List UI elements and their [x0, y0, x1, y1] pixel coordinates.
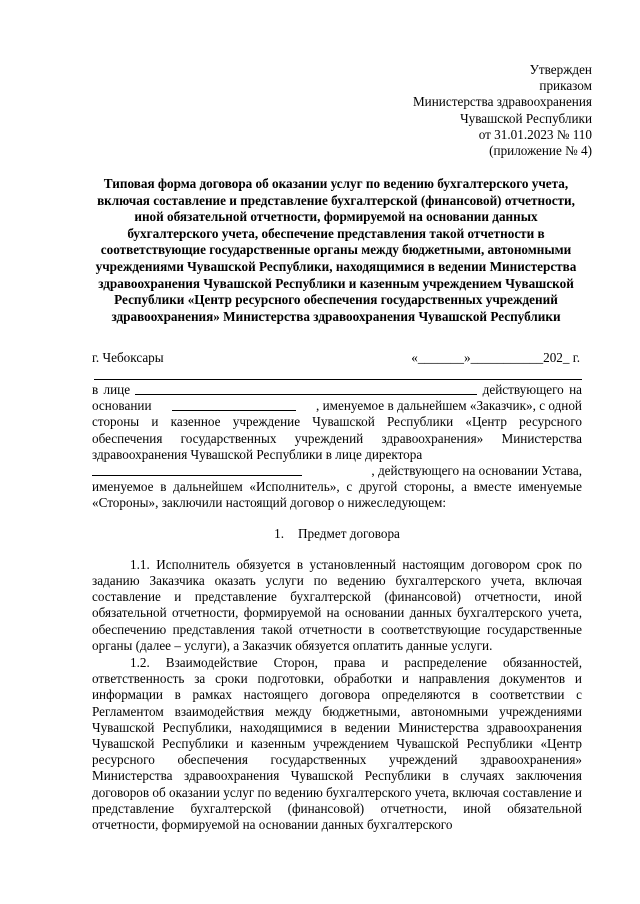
- place-date-line: [92, 350, 580, 366]
- approval-line: Утвержден: [529, 62, 592, 77]
- section-title: Предмет договора: [297, 525, 400, 541]
- intro-word: лице: [103, 382, 131, 397]
- approval-line: Министерства здравоохранения: [412, 94, 592, 110]
- approval-line: (приложение № 4): [489, 143, 592, 159]
- document-body: [92, 382, 582, 833]
- director-blank-line: [92, 463, 302, 476]
- intro-text: , действующего на основании Устава,: [371, 463, 582, 479]
- intro-text: , именуемое в дальнейшем «Заказчик», с одной: [316, 398, 582, 414]
- section-heading: [92, 526, 582, 542]
- basis-blank-line: [172, 398, 296, 411]
- intro-word: на: [569, 382, 582, 397]
- intro-row: [92, 398, 582, 414]
- intro-word: основании: [92, 398, 152, 414]
- intro-paragraph: [92, 382, 582, 512]
- date-blank: «_______»___________202_ г.: [411, 350, 580, 365]
- city-label: г. Чебоксары: [92, 350, 164, 365]
- section-number: 1.: [274, 525, 284, 541]
- approval-line: Чувашской Республики: [460, 110, 592, 126]
- intro-text: именуемое в дальнейшем «Исполнитель», с другой стороны, а вместе именуемые «Стороны», заключили настоящий договор о нижеследующем:: [92, 479, 582, 511]
- document-title: Типовая форма договора об оказании услуг по ведению бухгалтерского учета, включая составление и представление бухгалтерской (финансовой) отчетности, иной обязательной отчетности, формируемой на основании данных бухгалтерского учета, обеспечение представления такой отчетности в соответствующие государственные органы между бюджетными, автономными учреждениями Чувашской Республики, находящимися в ведении Министерства здравоохранения Чувашской Республики и казенным учреждением Чувашской Республики «Центр ресурсного обеспечения государственных учреждений здравоохранения» Министерства здравоохранения Чувашской Республики: [95, 176, 577, 324]
- intro-text: стороны и казенное учреждение Чувашской Республики «Центр ресурсного обеспечения государственных учреждений здравоохранения» Министерства здравоохранения Чувашской Республики в лице директора: [92, 414, 582, 462]
- approval-line: приказом: [539, 78, 592, 94]
- intro-word: действующего: [482, 382, 564, 397]
- customer-name-blank-line: [94, 379, 582, 380]
- intro-row: [92, 463, 582, 479]
- approval-block: [413, 62, 592, 159]
- representative-blank-line: [135, 382, 477, 395]
- clause-1-1: 1.1. Исполнитель обязуется в установленный настоящим договором срок по заданию Заказчика оказать услуги по ведению бухгалтерского учета, включая составление и представление бухгалтерской (финансовой) отчетности, иной обязательной отчетности, формируемой на основании данных бухгалтерского учета, обеспечению представления такой отчетности в соответствующие государственные органы (далее – услуги), а Заказчик обязуется оплатить данные услуги.: [92, 556, 582, 653]
- intro-word: в: [92, 382, 99, 397]
- intro-row: [92, 382, 582, 398]
- clause-1-2: 1.2. Взаимодействие Сторон, права и распределение обязанностей, ответственность за сроки подготовки, обработки и направления документов и информации в рамках настоящего договора определяются в соответствии с Регламентом взаимодействия между бюджетными, автономными учреждениями Чувашской Республики, находящимися в ведении Министерства здравоохранения Чувашской Республики и казенным учреждением Чувашской Республики «Центр ресурсного обеспечения государственных учреждений здравоохранения» Министерства здравоохранения Чувашской Республики в случаях заключения договоров об оказании услуг по ведению бухгалтерского учета, включая составление и представление бухгалтерской (финансовой) отчетности, иной обязательной отчетности, формируемой на основании данных бухгалтерского: [92, 655, 582, 833]
- approval-line: от 31.01.2023 № 110: [478, 126, 592, 142]
